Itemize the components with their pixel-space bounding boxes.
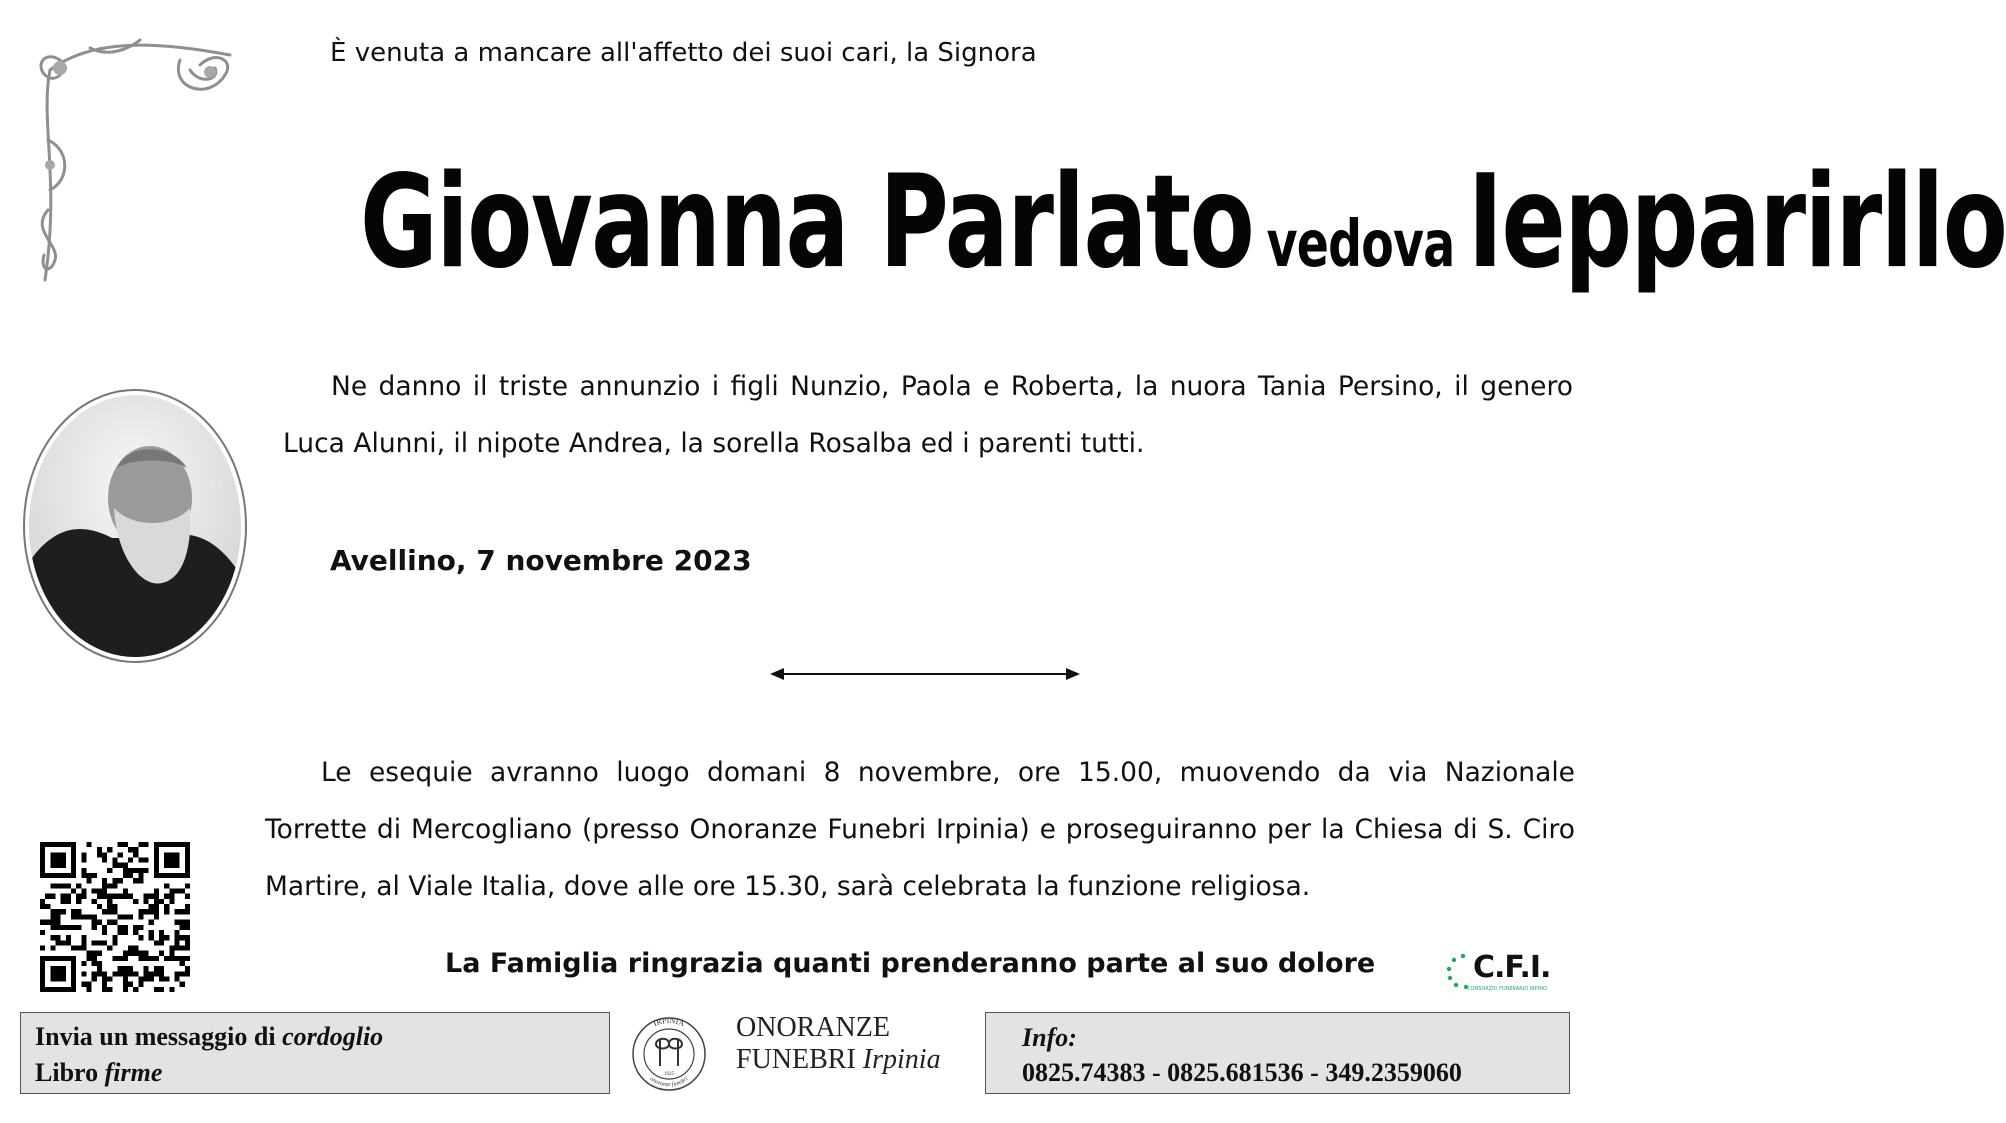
intro-text: È venuta a mancare all'affetto dei suoi cari, la Signora bbox=[330, 38, 1037, 68]
announcement-text: Ne danno il triste annunzio i figli Nunzio, Paola e Roberta, la nuora Tania Persino, il genero Luca Alunni, il nipote Andrea, la sorella Rosalba ed i parenti tutti. bbox=[283, 371, 1573, 459]
thanks-text: La Famiglia ringrazia quanti prenderanno parte al suo dolore bbox=[445, 948, 1376, 979]
seal-top-text: IRPINIA bbox=[651, 1015, 686, 1029]
seal-year-text: 1925 bbox=[664, 1072, 674, 1077]
condolence-emph: cordoglio bbox=[282, 1022, 384, 1051]
condolence-prefix: Invia un messaggio di bbox=[35, 1022, 283, 1051]
funeral-home-line2-emph: Irpinia bbox=[862, 1044, 941, 1075]
portrait-image bbox=[22, 388, 248, 664]
funeral-home-line2-prefix: FUNEBRI bbox=[736, 1044, 863, 1075]
cfi-logo bbox=[1445, 948, 1565, 998]
guestbook-emph: firme bbox=[104, 1058, 163, 1087]
condolence-link[interactable] bbox=[35, 1019, 595, 1055]
qr-code-icon[interactable] bbox=[40, 842, 190, 992]
funeral-home-line2 bbox=[736, 1044, 941, 1076]
deceased-connector: vedova bbox=[1266, 208, 1455, 282]
condolence-box[interactable] bbox=[20, 1012, 610, 1094]
guestbook-prefix: Libro bbox=[35, 1058, 105, 1087]
deceased-name: Giovanna Parlato bbox=[360, 148, 1254, 297]
guestbook-link[interactable] bbox=[35, 1055, 595, 1091]
info-box bbox=[985, 1012, 1570, 1094]
cfi-logo-subtitle: CONSORZIO FUNERARIO IRPINO bbox=[1467, 986, 1547, 992]
funeral-home-line1: ONORANZE bbox=[736, 1012, 890, 1043]
place-date: Avellino, 7 novembre 2023 bbox=[330, 544, 752, 577]
funeral-home-name bbox=[736, 1012, 941, 1076]
seal-bottom-text: onoranze funebri bbox=[648, 1076, 690, 1089]
double-arrow-divider-icon bbox=[770, 662, 1080, 686]
funeral-home-seal-icon bbox=[628, 1004, 710, 1096]
info-label: Info: bbox=[1022, 1023, 1077, 1052]
funeral-details-text: Le esequie avranno luogo domani 8 novembre, ore 15.00, muovendo da via Nazionale Torrette di Mercogliano (presso Onoranze Funebri Irpinia) e proseguiranno per la Chiesa di S. Ciro Martire, al Viale Italia, dove alle ore 15.30, sarà celebrata la funzione religiosa. bbox=[265, 757, 1575, 902]
deceased-married-name: Iepparirllo bbox=[1467, 148, 2006, 297]
info-phones[interactable]: 0825.74383 - 0825.681536 - 349.2359060 bbox=[1022, 1058, 1462, 1087]
cfi-logo-text: C.F.I. bbox=[1473, 950, 1551, 985]
corner-ornament-icon bbox=[30, 30, 240, 285]
deceased-name-heading bbox=[360, 148, 2006, 297]
